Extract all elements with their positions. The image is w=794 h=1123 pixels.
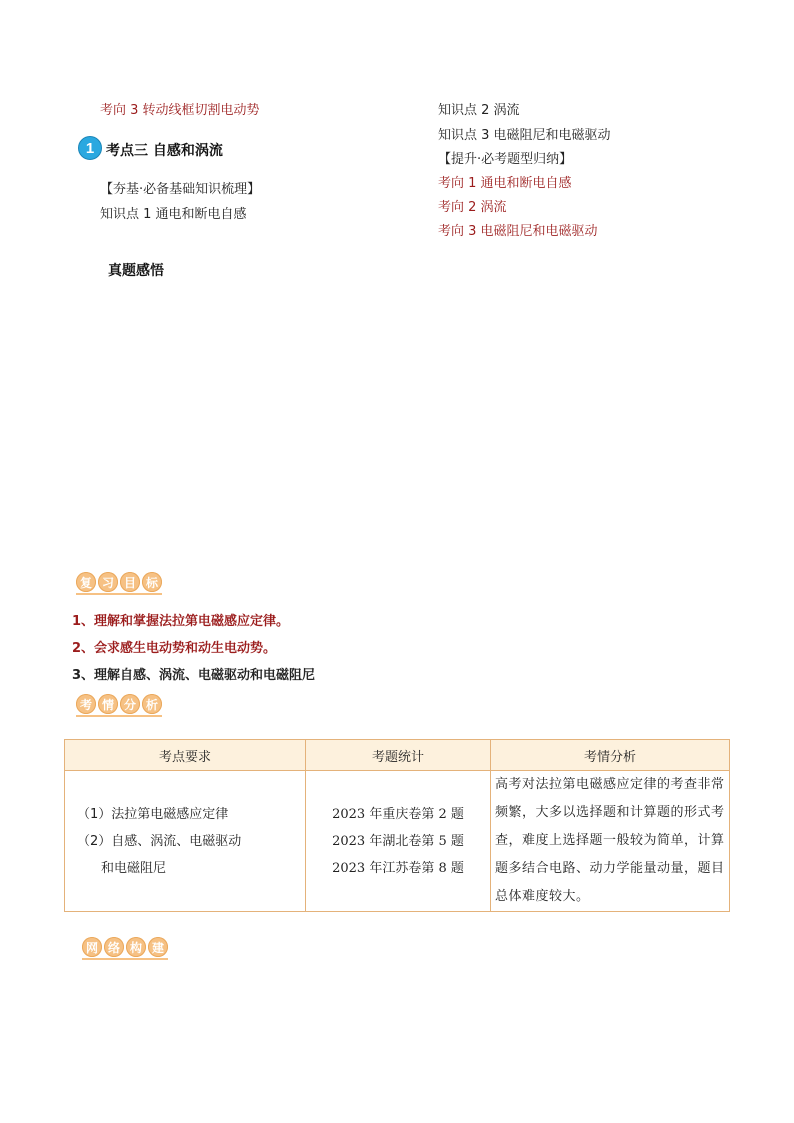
goal-3: 3、理解自感、涡流、电磁驱动和电磁阻尼 [72, 668, 316, 683]
title-char: 析 [142, 694, 162, 714]
stat-line: 2023 年湖北卷第 5 题 [332, 833, 464, 849]
stat-line: 2023 年江苏卷第 8 题 [332, 860, 464, 876]
analysis-cell: 高考对法拉第电磁感应定律的考查非常频繁，大多以选择题和计算题的形式考查，难度上选择题一般较为简单，计算题多结合电路、动力学能量动量，题目总体难度较大。 [491, 771, 730, 912]
table-row [65, 771, 730, 912]
network-construction-title [82, 937, 168, 957]
direction-3-item[interactable]: 考向 3 转动线框切割电动势 [100, 103, 260, 118]
header-requirements: 考点要求 [65, 740, 306, 771]
table-header-row [65, 740, 730, 771]
improve-header[interactable]: 【提升·必考题型归纳】 [438, 152, 573, 167]
title-char: 络 [104, 937, 124, 957]
base-knowledge-header[interactable]: 【夯基·必备基础知识梳理】 [100, 182, 261, 197]
title-char: 分 [120, 694, 140, 714]
title-underline [76, 593, 162, 595]
knowledge-point-1[interactable]: 知识点 1 通电和断电自感 [100, 207, 247, 222]
knowledge-point-2[interactable]: 知识点 2 涡流 [438, 103, 520, 118]
goal-2: 2、会求感生电动势和动生电动势。 [72, 641, 277, 656]
section-title[interactable]: 考点三 自感和涡流 [106, 143, 223, 159]
review-goals-title [76, 572, 162, 592]
stat-line: 2023 年重庆卷第 2 题 [332, 806, 464, 822]
zhenti-heading[interactable]: 真题感悟 [108, 263, 164, 279]
title-underline [76, 715, 162, 717]
title-char: 标 [142, 572, 162, 592]
title-char: 情 [98, 694, 118, 714]
exam-analysis-title [76, 694, 162, 714]
requirement-line: （2）自感、涡流、电磁驱动 [77, 833, 242, 849]
direction-3-right-item[interactable]: 考向 3 电磁阻尼和电磁驱动 [438, 224, 598, 239]
title-char: 构 [126, 937, 146, 957]
requirement-line: （1）法拉第电磁感应定律 [77, 806, 229, 822]
title-underline [82, 958, 168, 960]
title-char: 网 [82, 937, 102, 957]
title-char: 习 [98, 572, 118, 592]
title-char: 复 [76, 572, 96, 592]
goal-1: 1、理解和掌握法拉第电磁感应定律。 [72, 614, 290, 629]
direction-2-item[interactable]: 考向 2 涡流 [438, 200, 507, 215]
section-number-badge: 1 [78, 136, 102, 160]
title-char: 目 [120, 572, 140, 592]
requirement-line: 和电磁阻尼 [101, 860, 167, 876]
title-char: 考 [76, 694, 96, 714]
direction-1-item[interactable]: 考向 1 通电和断电自感 [438, 176, 572, 191]
knowledge-point-3[interactable]: 知识点 3 电磁阻尼和电磁驱动 [438, 128, 611, 143]
header-analysis: 考情分析 [491, 740, 730, 771]
requirements-cell [65, 771, 306, 912]
exam-analysis-table [64, 739, 730, 912]
header-statistics: 考题统计 [306, 740, 491, 771]
statistics-cell [306, 771, 491, 912]
title-char: 建 [148, 937, 168, 957]
